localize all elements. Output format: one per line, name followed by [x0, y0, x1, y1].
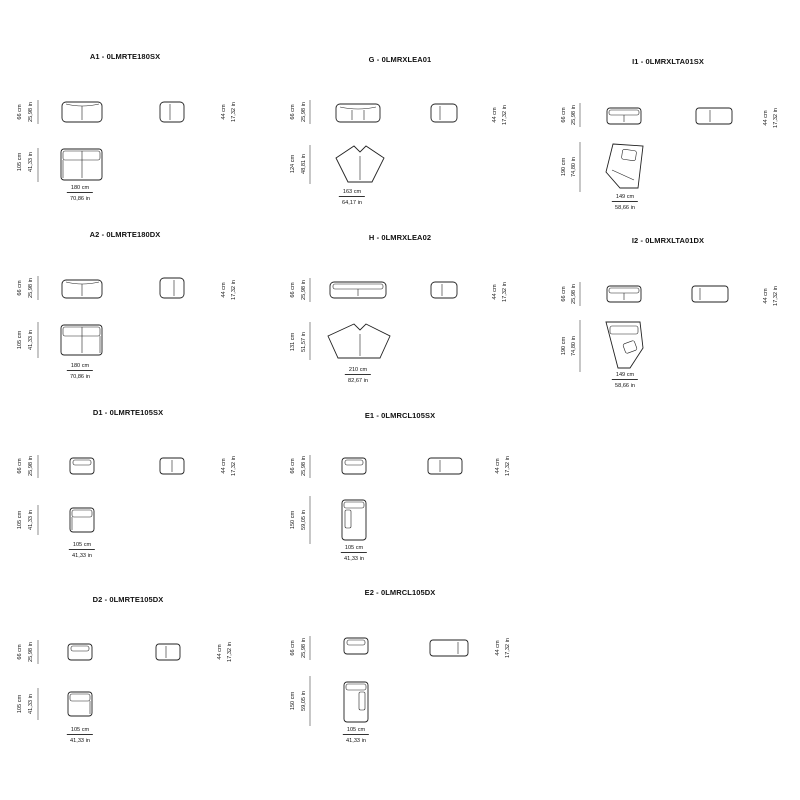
h-depth-in: 51,57 in [301, 332, 307, 352]
e1-width-in: 41,33 in [344, 556, 364, 562]
a1-seat-in: 17,32 in [231, 102, 237, 122]
module-title-a2: A2 - 0LMRTE180DX [89, 230, 161, 239]
a1-width-in: 70,86 in [70, 196, 90, 202]
d1-width-in: 41,33 in [72, 553, 92, 559]
module-title-h: H - 0LMRXLEA02 [368, 233, 432, 242]
h-depth-cm: 131 cm [290, 332, 296, 352]
e2-seat-in: 17,32 in [505, 638, 511, 658]
i1-side-view [696, 108, 732, 124]
e1-seat-in: 17,32 in [505, 456, 511, 476]
a2-seat-cm: 44 cm [221, 282, 227, 298]
i2-front-view [607, 286, 641, 302]
d2-height-cm: 66 cm [17, 644, 23, 660]
a2-depth-cm: 105 cm [17, 330, 23, 350]
d1-front-view [70, 458, 94, 474]
a2-depth-in: 41,33 in [28, 330, 34, 350]
a1-seat-cm: 44 cm [221, 104, 227, 120]
e1-top-view [342, 500, 366, 540]
e2-depth-cm: 150 cm [290, 691, 296, 711]
i2-width-cm: 149 cm [612, 372, 638, 380]
a1-depth-in: 41,33 in [28, 152, 34, 172]
g-front-view [336, 104, 380, 122]
e1-side-view [428, 458, 462, 474]
module-title-e2: E2 - 0LMRCL105DX [364, 588, 436, 597]
i1-front-view [607, 108, 641, 124]
d2-depth-in: 41,33 in [28, 694, 34, 714]
h-seat-in: 17,32 in [502, 282, 508, 302]
g-depth-in: 48,81 in [301, 154, 307, 174]
e1-seat-cm: 44 cm [495, 458, 501, 474]
a2-top-view [61, 325, 102, 355]
e2-width-in: 41,33 in [346, 738, 366, 744]
i2-seat-in: 17,32 in [773, 286, 779, 306]
i2-height-in: 25,98 in [571, 284, 577, 304]
i2-depth-in: 74,80 in [571, 336, 577, 356]
g-height-in: 25,98 in [301, 102, 307, 122]
i2-seat-cm: 44 cm [763, 288, 769, 304]
a1-depth-cm: 105 cm [17, 152, 23, 172]
module-title-e1: E1 - 0LMRCL105SX [364, 411, 436, 420]
h-seat-cm: 44 cm [492, 284, 498, 300]
d2-depth-cm: 105 cm [17, 694, 23, 714]
h-height-in: 25,98 in [301, 280, 307, 300]
d1-width-cm: 105 cm [69, 542, 95, 550]
d2-front-view [68, 644, 92, 660]
e1-width-cm: 105 cm [341, 545, 367, 553]
d1-top-view [70, 508, 94, 532]
e2-front-view [344, 638, 368, 654]
i1-top-view [606, 144, 643, 188]
i1-height-cm: 66 cm [561, 107, 567, 123]
a2-seat-in: 17,32 in [231, 280, 237, 300]
i2-width-in: 58,66 in [615, 383, 635, 389]
h-side-view [431, 282, 457, 298]
d1-side-view [160, 458, 184, 474]
i1-depth-in: 74,80 in [571, 157, 577, 177]
h-front-view [330, 282, 386, 298]
d1-height-cm: 66 cm [17, 458, 23, 474]
i1-width-cm: 149 cm [612, 194, 638, 202]
g-seat-in: 17,32 in [502, 105, 508, 125]
d2-height-in: 25,98 in [28, 642, 34, 662]
i2-depth-cm: 190 cm [561, 336, 567, 356]
a1-width-cm: 180 cm [67, 185, 93, 193]
e1-height-in: 25,98 in [301, 456, 307, 476]
h-width-cm: 210 cm [345, 367, 371, 375]
e1-height-cm: 66 cm [290, 458, 296, 474]
e2-depth-in: 59,05 in [301, 691, 307, 711]
i2-height-cm: 66 cm [561, 286, 567, 302]
g-depth-cm: 124 cm [290, 154, 296, 174]
e1-front-view [342, 458, 366, 474]
h-top-view [328, 324, 390, 358]
module-title-a1: A1 - 0LMRTE180SX [89, 52, 161, 61]
module-title-i1: I1 - 0LMRXLTA01SX [632, 57, 704, 66]
e1-depth-in: 59,05 in [301, 510, 307, 530]
d2-seat-cm: 44 cm [217, 644, 223, 660]
d2-side-view [156, 644, 180, 660]
d1-height-in: 25,98 in [28, 456, 34, 476]
d1-seat-cm: 44 cm [221, 458, 227, 474]
g-height-cm: 66 cm [290, 104, 296, 120]
a2-side-view [160, 278, 184, 298]
i2-side-view [692, 286, 728, 302]
i1-depth-cm: 190 cm [561, 157, 567, 177]
i1-width-in: 58,66 in [615, 205, 635, 211]
module-title-d2: D2 - 0LMRTE105DX [92, 595, 164, 604]
a2-width-in: 70,86 in [70, 374, 90, 380]
a2-height-in: 25,98 in [28, 278, 34, 298]
i1-seat-in: 17,32 in [773, 108, 779, 128]
a1-height-in: 25,98 in [28, 102, 34, 122]
e2-height-in: 25,98 in [301, 638, 307, 658]
d2-top-view [68, 692, 92, 716]
e2-width-cm: 105 cm [343, 727, 369, 735]
g-side-view [431, 104, 457, 122]
module-title-g: G - 0LMRXLEA01 [368, 55, 432, 64]
g-width-cm: 163 cm [339, 189, 365, 197]
i2-top-view [606, 322, 643, 368]
g-top-view [336, 146, 384, 182]
a1-front-view [62, 102, 102, 122]
e1-depth-cm: 150 cm [290, 510, 296, 530]
a1-top-view [61, 149, 102, 180]
e2-height-cm: 66 cm [290, 640, 296, 656]
g-seat-cm: 44 cm [492, 107, 498, 123]
e2-seat-cm: 44 cm [495, 640, 501, 656]
dimension-ticks [38, 100, 580, 726]
g-width-in: 64,17 in [342, 200, 362, 206]
module-title-i2: I2 - 0LMRXLTA01DX [631, 236, 705, 245]
d2-width-in: 41,33 in [70, 738, 90, 744]
e2-side-view [430, 640, 468, 656]
d2-width-cm: 105 cm [67, 727, 93, 735]
d1-depth-cm: 105 cm [17, 510, 23, 530]
d2-seat-in: 17,32 in [227, 642, 233, 662]
a2-width-cm: 180 cm [67, 363, 93, 371]
h-width-in: 82,67 in [348, 378, 368, 384]
a1-height-cm: 66 cm [17, 104, 23, 120]
h-height-cm: 66 cm [290, 282, 296, 298]
i1-height-in: 25,98 in [571, 105, 577, 125]
d1-seat-in: 17,32 in [231, 456, 237, 476]
d1-depth-in: 41,33 in [28, 510, 34, 530]
a2-height-cm: 66 cm [17, 280, 23, 296]
module-title-d1: D1 - 0LMRTE105SX [92, 408, 164, 417]
a2-front-view [62, 280, 102, 298]
i1-seat-cm: 44 cm [763, 110, 769, 126]
a1-side-view [160, 102, 184, 122]
e2-top-view [344, 682, 368, 722]
